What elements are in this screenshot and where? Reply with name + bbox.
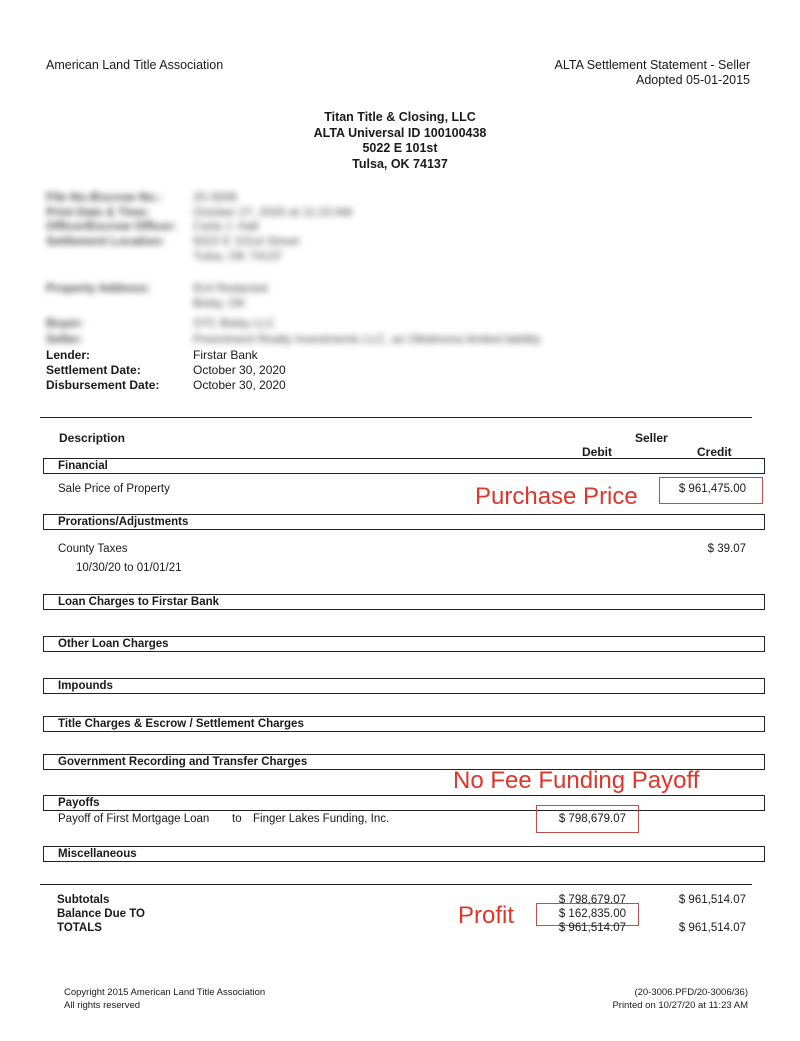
county-taxes-period: 10/30/20 to 01/01/21 xyxy=(76,562,182,574)
subtotals-label: Subtotals xyxy=(57,894,110,906)
payoff-label: Payoff of First Mortgage Loan xyxy=(58,813,210,825)
location-value-1: 5022 E 101st Street xyxy=(193,234,300,248)
section-loan-charges: Loan Charges to Firstar Bank xyxy=(43,594,765,610)
settlement-date-value: October 30, 2020 xyxy=(193,363,286,377)
officer-label: Officer/Escrow Officer: xyxy=(46,219,177,233)
balance-due-debit: $ 162,835.00 xyxy=(558,908,626,920)
location-label: Settlement Location: xyxy=(46,234,165,248)
no-fee-funding-annotation: No Fee Funding Payoff xyxy=(453,767,700,794)
print-date-value: October 27, 2020 at 11:23 AM xyxy=(193,205,353,219)
buyer-value: STC Bixby LLC xyxy=(193,316,276,330)
section-government-charges: Government Recording and Transfer Charges xyxy=(43,754,765,770)
section-payoffs: Payoffs xyxy=(43,795,765,811)
footer-right xyxy=(612,986,748,1012)
section-prorations: Prorations/Adjustments xyxy=(43,514,765,530)
section-other-loan-charges: Other Loan Charges xyxy=(43,636,765,652)
col-credit: Credit xyxy=(697,445,732,459)
property-value-2: Bixby, OK xyxy=(193,296,246,310)
alta-id: ALTA Universal ID 100100438 xyxy=(313,125,487,140)
file-no-label: File No./Escrow No.: xyxy=(46,190,163,204)
col-debit: Debit xyxy=(582,445,612,459)
officer-value: Carla J. Hall xyxy=(193,219,259,233)
disbursement-date-label: Disbursement Date: xyxy=(46,378,160,392)
location-value-2: Tulsa, OK 74137 xyxy=(193,249,283,263)
totals-top-rule xyxy=(40,884,752,885)
totals-label: TOTALS xyxy=(57,922,102,934)
association-name: American Land Title Association xyxy=(46,58,224,72)
table-top-rule xyxy=(40,417,752,418)
copyright: Copyright 2015 American Land Title Association xyxy=(64,987,266,998)
subtotals-debit: $ 798,679.07 xyxy=(558,894,626,906)
payoff-to: to xyxy=(232,813,242,825)
file-reference: (20-3006.PFD/20-3006/36) xyxy=(634,987,748,998)
seller-label: Seller: xyxy=(46,332,83,346)
payoff-debit: $ 798,679.07 xyxy=(558,813,626,825)
profit-annotation: Profit xyxy=(458,902,515,929)
print-date-label: Print Date & Time: xyxy=(46,205,150,219)
sale-price-credit: $ 961,475.00 xyxy=(678,483,746,495)
company-name: Titan Title & Closing, LLC xyxy=(324,110,476,124)
payoff-highlight-box xyxy=(536,805,639,833)
settlement-date-label: Settlement Date: xyxy=(46,363,141,377)
disbursement-date-value: October 30, 2020 xyxy=(193,378,286,392)
buyer-label: Buyer: xyxy=(46,316,85,330)
section-miscellaneous: Miscellaneous xyxy=(43,846,765,862)
totals-debit: $ 961,514.07 xyxy=(558,922,626,934)
seller-value: Preeminent Realty Investments LLC, an Oklahoma limited liability xyxy=(193,332,541,346)
lender-value: Firstar Bank xyxy=(193,348,258,362)
sale-price-label: Sale Price of Property xyxy=(58,483,170,495)
purchase-price-highlight-box xyxy=(659,477,763,504)
file-no-value: 20-3006 xyxy=(193,190,238,204)
footer-left xyxy=(64,986,265,1012)
company-city: Tulsa, OK 74137 xyxy=(352,156,448,171)
section-title-charges: Title Charges & Escrow / Settlement Charges xyxy=(43,716,765,732)
purchase-price-annotation: Purchase Price xyxy=(475,483,638,510)
adopted-date: Adopted 05-01-2015 xyxy=(636,73,750,87)
col-description: Description xyxy=(59,431,126,445)
property-value-1: 914 Redacted xyxy=(193,281,268,295)
company-block xyxy=(0,110,800,172)
subtotals-credit: $ 961,514.07 xyxy=(678,894,746,906)
form-title: ALTA Settlement Statement - Seller xyxy=(554,58,750,72)
company-street: 5022 E 101st xyxy=(362,141,438,155)
county-taxes-credit: $ 39.07 xyxy=(707,543,746,555)
lender-label: Lender: xyxy=(46,348,91,362)
county-taxes-label: County Taxes xyxy=(58,543,128,555)
printed-on: Printed on 10/27/20 at 11:23 AM xyxy=(612,1000,748,1011)
col-seller: Seller xyxy=(635,431,668,445)
section-financial: Financial xyxy=(43,458,765,474)
payoff-payee: Finger Lakes Funding, Inc. xyxy=(253,813,390,825)
form-title-block xyxy=(555,58,750,88)
section-impounds: Impounds xyxy=(43,678,765,694)
balance-due-label: Balance Due TO xyxy=(57,908,145,920)
all-rights: All rights reserved xyxy=(64,1000,141,1011)
totals-credit: $ 961,514.07 xyxy=(678,922,746,934)
property-label: Property Address: xyxy=(46,281,151,295)
